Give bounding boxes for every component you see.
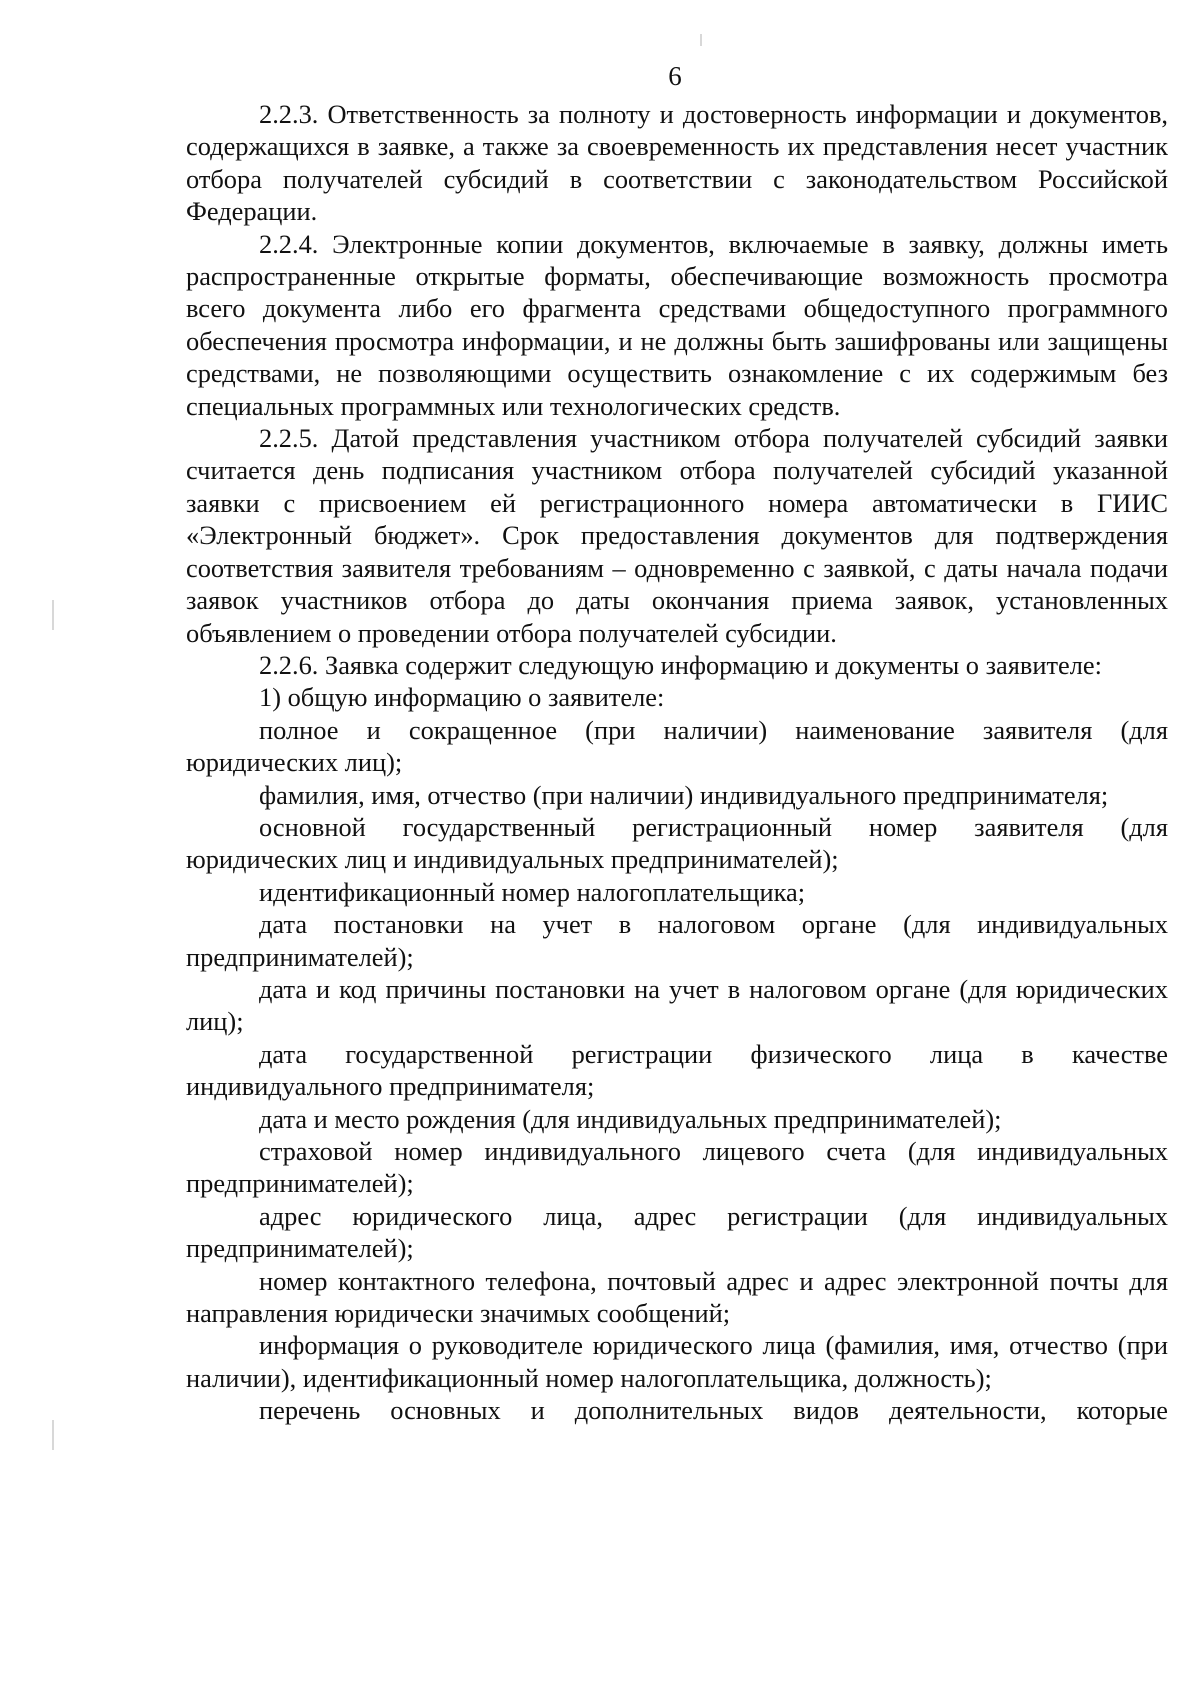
list-item-full-name: полное и сокращенное (при наличии) наименование заявителя (для юридических лиц);	[186, 714, 1168, 778]
scan-artifact	[52, 600, 54, 630]
list-item-address: адрес юридического лица, адрес регистрации (для индивидуальных предпринимателей);	[186, 1200, 1168, 1264]
list-item-tax-registration-date: дата постановки на учет в налоговом органе (для индивидуальных предпринимателей);	[186, 909, 1168, 972]
list-item-birth-date-place: дата и место рождения (для индивидуальных предпринимателей);	[259, 1103, 1002, 1134]
paragraph-2-2-3: 2.2.3. Ответственность за полноту и достоверность информации и документов, содержащихся в заявке, а также за своевременность их представления несет участник отбора получателей субсидий в соответствии с законодательством Российской Федерации.	[186, 99, 1168, 227]
list-item-inn: идентификационный номер налогоплательщика;	[259, 876, 806, 907]
list-item-state-registration-date: дата государственной регистрации физического лица в качестве индивидуального предпринимателя;	[186, 1038, 1168, 1102]
scan-artifact	[700, 34, 702, 46]
list-item-contacts: номер контактного телефона, почтовый адрес и адрес электронной почты для направления юридически значимых сообщений;	[186, 1265, 1168, 1329]
page-number: 6	[668, 61, 682, 91]
paragraph-2-2-6: 2.2.6. Заявка содержит следующую информацию и документы о заявителе:	[259, 649, 1102, 680]
list-item-snils: страховой номер индивидуального лицевого счета (для индивидуальных предпринимателей);	[186, 1136, 1168, 1199]
scan-artifact	[52, 1420, 54, 1450]
paragraph-2-2-4: 2.2.4. Электронные копии документов, включаемые в заявку, должны иметь распространенные открытые форматы, обеспечивающие возможность просмотра всего документа либо его фрагмента средствами общедоступного программного обеспечения просмотра информации, и не должны быть зашифрованы или защищены средствами, не позволяющими осуществить ознакомление с их содержимым без специальных программных или технологических средств.	[186, 228, 1168, 421]
list-item-ogrn: основной государственный регистрационный номер заявителя (для юридических лиц и индивидуальных предпринимателей);	[186, 811, 1168, 875]
list-item-kpp: дата и код причины постановки на учет в налоговом органе (для юридических лиц);	[186, 973, 1168, 1037]
paragraph-2-2-5: 2.2.5. Датой представления участником отбора получателей субсидий заявки считается день подписания участником отбора получателей субсидий указанной заявки с присвоением ей регистрационного номера автоматически в ГИИС «Электронный бюджет». Срок предоставления документов для подтверждения соответствия заявителя требованиям – одновременно с заявкой, с даты начала подачи заявок участников отбора до даты окончания приема заявок, установленных объявлением о проведении отбора получателей субсидии.	[186, 423, 1168, 648]
list-item-general-info: 1) общую информацию о заявителе:	[259, 682, 665, 713]
document-body	[186, 98, 1168, 1427]
list-item-entrepreneur-name: фамилия, имя, отчество (при наличии) индивидуального предпринимателя;	[259, 779, 1109, 810]
list-item-activities: перечень основных и дополнительных видов деятельности, которые	[259, 1395, 1168, 1426]
list-item-head-info: информация о руководителе юридического лица (фамилия, имя, отчество (при наличии), идентификационный номер налогоплательщика, должность);	[186, 1330, 1168, 1393]
